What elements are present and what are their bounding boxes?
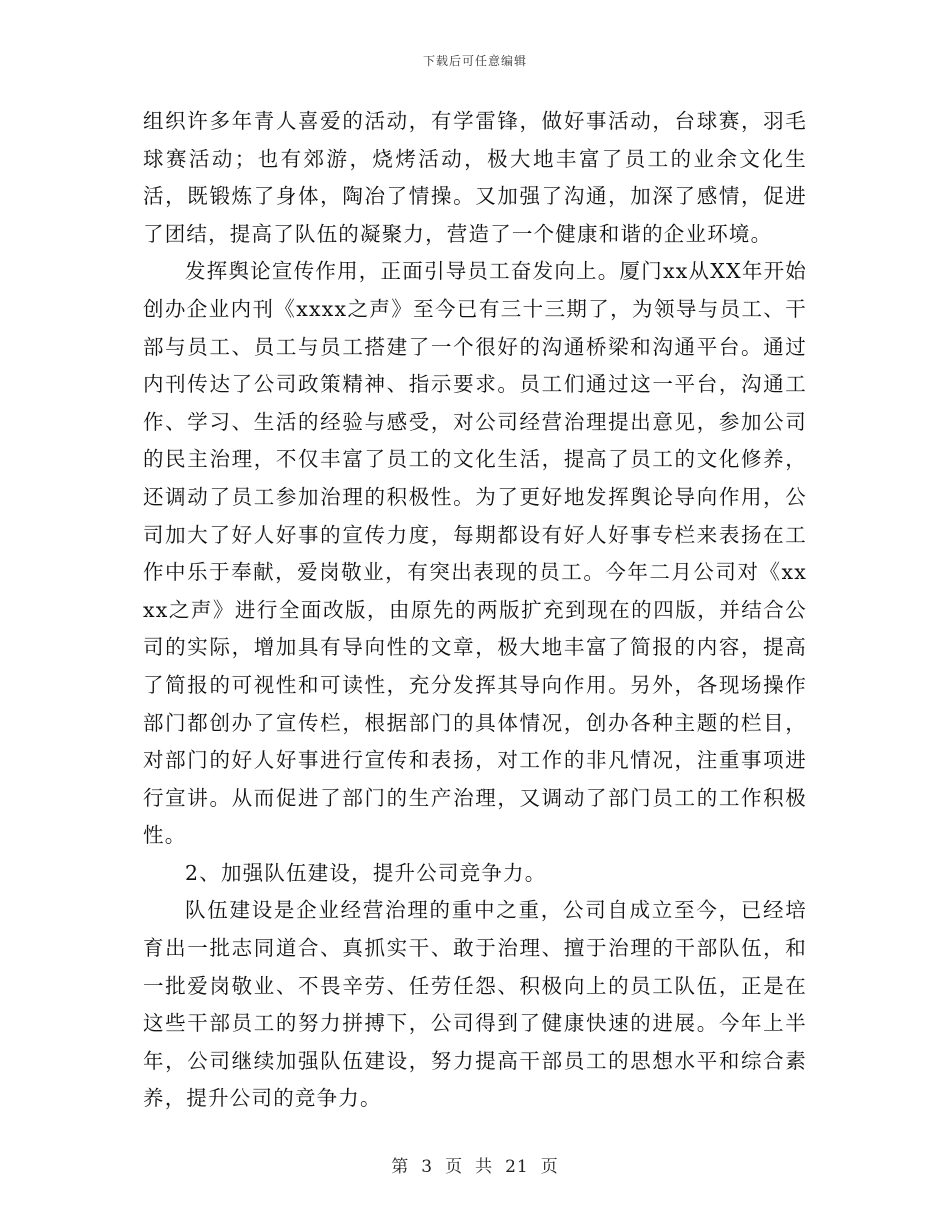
document-body [143, 103, 807, 1118]
page-footer [0, 1152, 950, 1177]
footer-label-unit: 页 [445, 1157, 464, 1177]
paragraph-activities: 组织许多年青人喜爱的活动，有学雷锋，做好事活动，台球赛，羽毛球赛活动；也有郊游，烧烤活动，极大地丰富了员工的业余文化生活，既锻炼了身体，陶冶了情操。又加强了沟通，加深了感情，促进了团结，提高了队伍的凝聚力，营造了一个健康和谐的企业环境。 [143, 109, 807, 246]
footer-label-page: 第 [391, 1157, 410, 1177]
paragraph-publicity: 发挥舆论宣传作用，正面引导员工奋发向上。厦门xx从XX年开始创办企业内刊《xxxx之声》至今已有三十三期了，为领导与员工、干部与员工、员工与员工搭建了一个很好的沟通桥梁和沟通平台。通过内刊传达了公司政策精神、指示要求。员工们通过这一平台，沟通工作、学习、生活的经验与感受，对公司经营治理提出意见，参加公司的民主治理，不仅丰富了员工的文化生活，提高了员工的文化修养，还调动了员工参加治理的积极性。为了更好地发挥舆论导向作用，公司加大了好人好事的宣传力度，每期都设有好人好事专栏来表扬在工作中乐于奉献，爱岗敬业，有突出表现的员工。今年二月公司对《xxxx之声》进行全面改版，由原先的两版扩充到现在的四版，并结合公司的实际，增加具有导向性的文章，极大地丰富了简报的内容，提高了简报的可视性和可读性，充分发挥其导向作用。另外，各现场操作部门都创办了宣传栏，根据部门的具体情况，创办各种主题的栏目，对部门的好人好事进行宣传和表扬，对工作的非凡情况，注重事项进行宣讲。从而促进了部门的生产治理，又调动了部门员工的工作积极性。 [143, 259, 807, 848]
footer-label-unit-end: 页 [540, 1157, 559, 1177]
footer-current-page: 3 [421, 1157, 434, 1177]
footer-label-total: 共 [475, 1157, 494, 1177]
section-heading-team-building: 2、加强队伍建设，提升公司竞争力。 [185, 860, 547, 885]
paragraph-team-building: 队伍建设是企业经营治理的重中之重，公司自成立至今，已经培育出一批志同道合、真抓实干、敢于治理、擅于治理的干部队伍，和一批爱岗敬业、不畏辛劳、任劳任怨、积极向上的员工队伍，正是在这些干部员工的努力拼搏下，公司得到了健康快速的进展。今年上半年，公司继续加强队伍建设，努力提高干部员工的思想水平和综合素养，提升公司的竞争力。 [143, 898, 807, 1111]
footer-total-pages: 21 [505, 1157, 529, 1177]
page-header: 下载后可任意编辑 [422, 54, 527, 68]
